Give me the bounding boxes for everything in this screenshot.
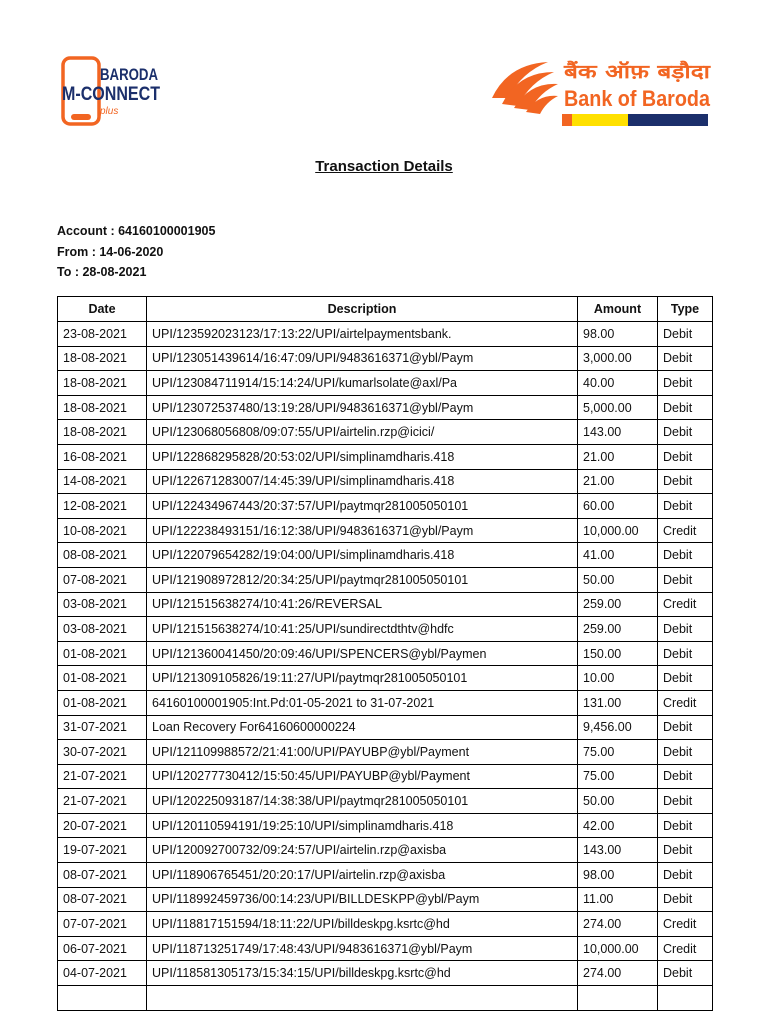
cell-amount: 259.00 [578,592,658,617]
account-info [57,221,215,283]
cell-date: 10-08-2021 [58,518,147,543]
cell-date: 08-07-2021 [58,887,147,912]
cell-amount: 3,000.00 [578,346,658,371]
cell-description: UPI/122671283007/14:45:39/UPI/simplinamdharis.418 [147,469,578,494]
to-date: To : 28-08-2021 [57,265,147,279]
cell-description: UPI/120110594191/19:25:10/UPI/simplinamdharis.418 [147,813,578,838]
cell-date: 03-08-2021 [58,617,147,642]
cell-description: UPI/118992459736/00:14:23/UPI/BILLDESKPP@ybl/Paym [147,887,578,912]
cell-date: 07-07-2021 [58,912,147,937]
cell-date: 18-08-2021 [58,395,147,420]
cell-description: UPI/123072537480/13:19:28/UPI/9483616371@ybl/Paym [147,395,578,420]
table-row [58,469,713,494]
cell-amount: 40.00 [578,371,658,396]
table-row [58,764,713,789]
cell-description [147,986,578,1011]
cell-description: Loan Recovery For64160600000224 [147,715,578,740]
table-row [58,986,713,1011]
cell-amount: 259.00 [578,617,658,642]
logo-line2: M-CONNECT [62,84,161,105]
cell-date: 06-07-2021 [58,936,147,961]
cell-description: UPI/121515638274/10:41:26/REVERSAL [147,592,578,617]
baroda-mconnect-logo [60,56,164,128]
cell-type: Debit [658,420,713,445]
cell-amount: 98.00 [578,863,658,888]
cell-description: UPI/121515638274/10:41:25/UPI/sundirectdthtv@hdfc [147,617,578,642]
cell-amount: 274.00 [578,912,658,937]
cell-type: Debit [658,371,713,396]
cell-amount: 11.00 [578,887,658,912]
header-date: Date [58,297,147,322]
cell-description: UPI/118581305173/15:34:15/UPI/billdeskpg.ksrtc@hd [147,961,578,986]
table-row [58,518,713,543]
table-row [58,961,713,986]
cell-date: 18-08-2021 [58,420,147,445]
cell-amount: 5,000.00 [578,395,658,420]
header-description: Description [147,297,578,322]
cell-date: 18-08-2021 [58,371,147,396]
table-row [58,617,713,642]
cell-type: Debit [658,322,713,347]
account-number: Account : 64160100001905 [57,224,216,238]
cell-amount: 150.00 [578,641,658,666]
cell-type: Debit [658,641,713,666]
cell-amount: 98.00 [578,322,658,347]
cell-type: Debit [658,444,713,469]
cell-amount: 60.00 [578,494,658,519]
cell-date: 16-08-2021 [58,444,147,469]
transactions-table [57,296,713,1011]
table-row [58,592,713,617]
cell-description: UPI/123084711914/15:14:24/UPI/kumarlsolate@axl/Pa [147,371,578,396]
cell-amount: 274.00 [578,961,658,986]
cell-type: Debit [658,346,713,371]
strip-blue [628,114,708,126]
cell-date: 23-08-2021 [58,322,147,347]
cell-amount: 21.00 [578,469,658,494]
cell-description: UPI/121360041450/20:09:46/UPI/SPENCERS@ybl/Paymen [147,641,578,666]
table-row [58,567,713,592]
cell-description: UPI/122434967443/20:37:57/UPI/paytmqr281005050101 [147,494,578,519]
cell-date: 07-08-2021 [58,567,147,592]
cell-amount: 41.00 [578,543,658,568]
table-row [58,887,713,912]
cell-amount: 10,000.00 [578,518,658,543]
cell-description: UPI/121109988572/21:41:00/UPI/PAYUBP@ybl/Payment [147,740,578,765]
logo-line3: plus [100,106,119,117]
cell-type: Credit [658,912,713,937]
cell-amount: 42.00 [578,813,658,838]
logo-line1: BARODA [100,65,158,84]
cell-amount: 75.00 [578,740,658,765]
cell-date: 08-07-2021 [58,863,147,888]
cell-amount: 75.00 [578,764,658,789]
cell-type: Debit [658,789,713,814]
cell-date: 12-08-2021 [58,494,147,519]
cell-description: UPI/118817151594/18:11:22/UPI/billdeskpg.ksrtc@hd [147,912,578,937]
cell-type: Debit [658,764,713,789]
cell-type [658,986,713,1011]
cell-type: Debit [658,543,713,568]
table-row [58,838,713,863]
table-row [58,494,713,519]
table-row [58,912,713,937]
cell-date: 01-08-2021 [58,666,147,691]
cell-type: Debit [658,395,713,420]
cell-amount: 9,456.00 [578,715,658,740]
cell-date: 30-07-2021 [58,740,147,765]
cell-amount: 50.00 [578,567,658,592]
cell-type: Debit [658,813,713,838]
cell-type: Debit [658,469,713,494]
cell-description: UPI/123592023123/17:13:22/UPI/airtelpaymentsbank. [147,322,578,347]
cell-date: 19-07-2021 [58,838,147,863]
cell-description: UPI/120225093187/14:38:38/UPI/paytmqr281005050101 [147,789,578,814]
cell-description: UPI/121309105826/19:11:27/UPI/paytmqr281005050101 [147,666,578,691]
cell-type: Debit [658,863,713,888]
cell-type: Debit [658,567,713,592]
table-row [58,690,713,715]
table-row [58,715,713,740]
header-type: Type [658,297,713,322]
cell-type: Debit [658,961,713,986]
table-row [58,322,713,347]
table-row [58,936,713,961]
from-date: From : 14-06-2020 [57,244,164,259]
cell-date: 18-08-2021 [58,346,147,371]
cell-date: 01-08-2021 [58,690,147,715]
cell-amount [578,986,658,1011]
cell-type: Debit [658,740,713,765]
page-title: Transaction Details [315,158,453,175]
table-row [58,346,713,371]
table-row [58,444,713,469]
cell-description: UPI/123051439614/16:47:09/UPI/9483616371@ybl/Paym [147,346,578,371]
cell-description: UPI/118713251749/17:48:43/UPI/9483616371@ybl/Paym [147,936,578,961]
strip-yellow [572,114,628,126]
cell-description: UPI/118906765451/20:20:17/UPI/airtelin.rzp@axisba [147,863,578,888]
cell-type: Debit [658,617,713,642]
cell-description: 64160100001905:Int.Pd:01-05-2021 to 31-07-2021 [147,690,578,715]
logo-english: Bank of Baroda [564,86,711,111]
table-row [58,666,713,691]
table-row [58,371,713,396]
table-row [58,420,713,445]
cell-amount: 143.00 [578,838,658,863]
cell-description: UPI/122868295828/20:53:02/UPI/simplinamdharis.418 [147,444,578,469]
cell-type: Credit [658,936,713,961]
table-row [58,863,713,888]
cell-amount: 10.00 [578,666,658,691]
cell-type: Credit [658,592,713,617]
cell-date: 31-07-2021 [58,715,147,740]
cell-type: Debit [658,494,713,519]
cell-type: Debit [658,838,713,863]
strip-orange [562,114,572,126]
cell-description: UPI/123068056808/09:07:55/UPI/airtelin.rzp@icici/ [147,420,578,445]
cell-description: UPI/122238493151/16:12:38/UPI/9483616371@ybl/Paym [147,518,578,543]
cell-amount: 50.00 [578,789,658,814]
cell-amount: 143.00 [578,420,658,445]
cell-description: UPI/120277730412/15:50:45/UPI/PAYUBP@ybl/Payment [147,764,578,789]
table-row [58,641,713,666]
cell-description: UPI/120092700732/09:24:57/UPI/airtelin.rzp@axisba [147,838,578,863]
cell-type: Debit [658,887,713,912]
table-row [58,789,713,814]
cell-type: Credit [658,690,713,715]
cell-date: 21-07-2021 [58,789,147,814]
cell-type: Debit [658,715,713,740]
cell-description: UPI/121908972812/20:34:25/UPI/paytmqr281005050101 [147,567,578,592]
table-row [58,543,713,568]
bank-of-baroda-logo [488,56,712,128]
cell-date: 08-08-2021 [58,543,147,568]
table-body [58,322,713,1011]
cell-date: 20-07-2021 [58,813,147,838]
cell-amount: 21.00 [578,444,658,469]
header-amount: Amount [578,297,658,322]
cell-description: UPI/122079654282/19:04:00/UPI/simplinamdharis.418 [147,543,578,568]
cell-type: Debit [658,666,713,691]
table-header-row [58,297,713,322]
cell-date: 14-08-2021 [58,469,147,494]
cell-date [58,986,147,1011]
bob-sunburst-icon [492,62,558,114]
cell-amount: 10,000.00 [578,936,658,961]
cell-date: 01-08-2021 [58,641,147,666]
table-row [58,740,713,765]
cell-type: Credit [658,518,713,543]
table-row [58,395,713,420]
cell-date: 21-07-2021 [58,764,147,789]
cell-date: 04-07-2021 [58,961,147,986]
logo-hindi: बैंक ऑफ़ बड़ौदा [564,61,678,83]
cell-date: 03-08-2021 [58,592,147,617]
table-row [58,813,713,838]
cell-amount: 131.00 [578,690,658,715]
